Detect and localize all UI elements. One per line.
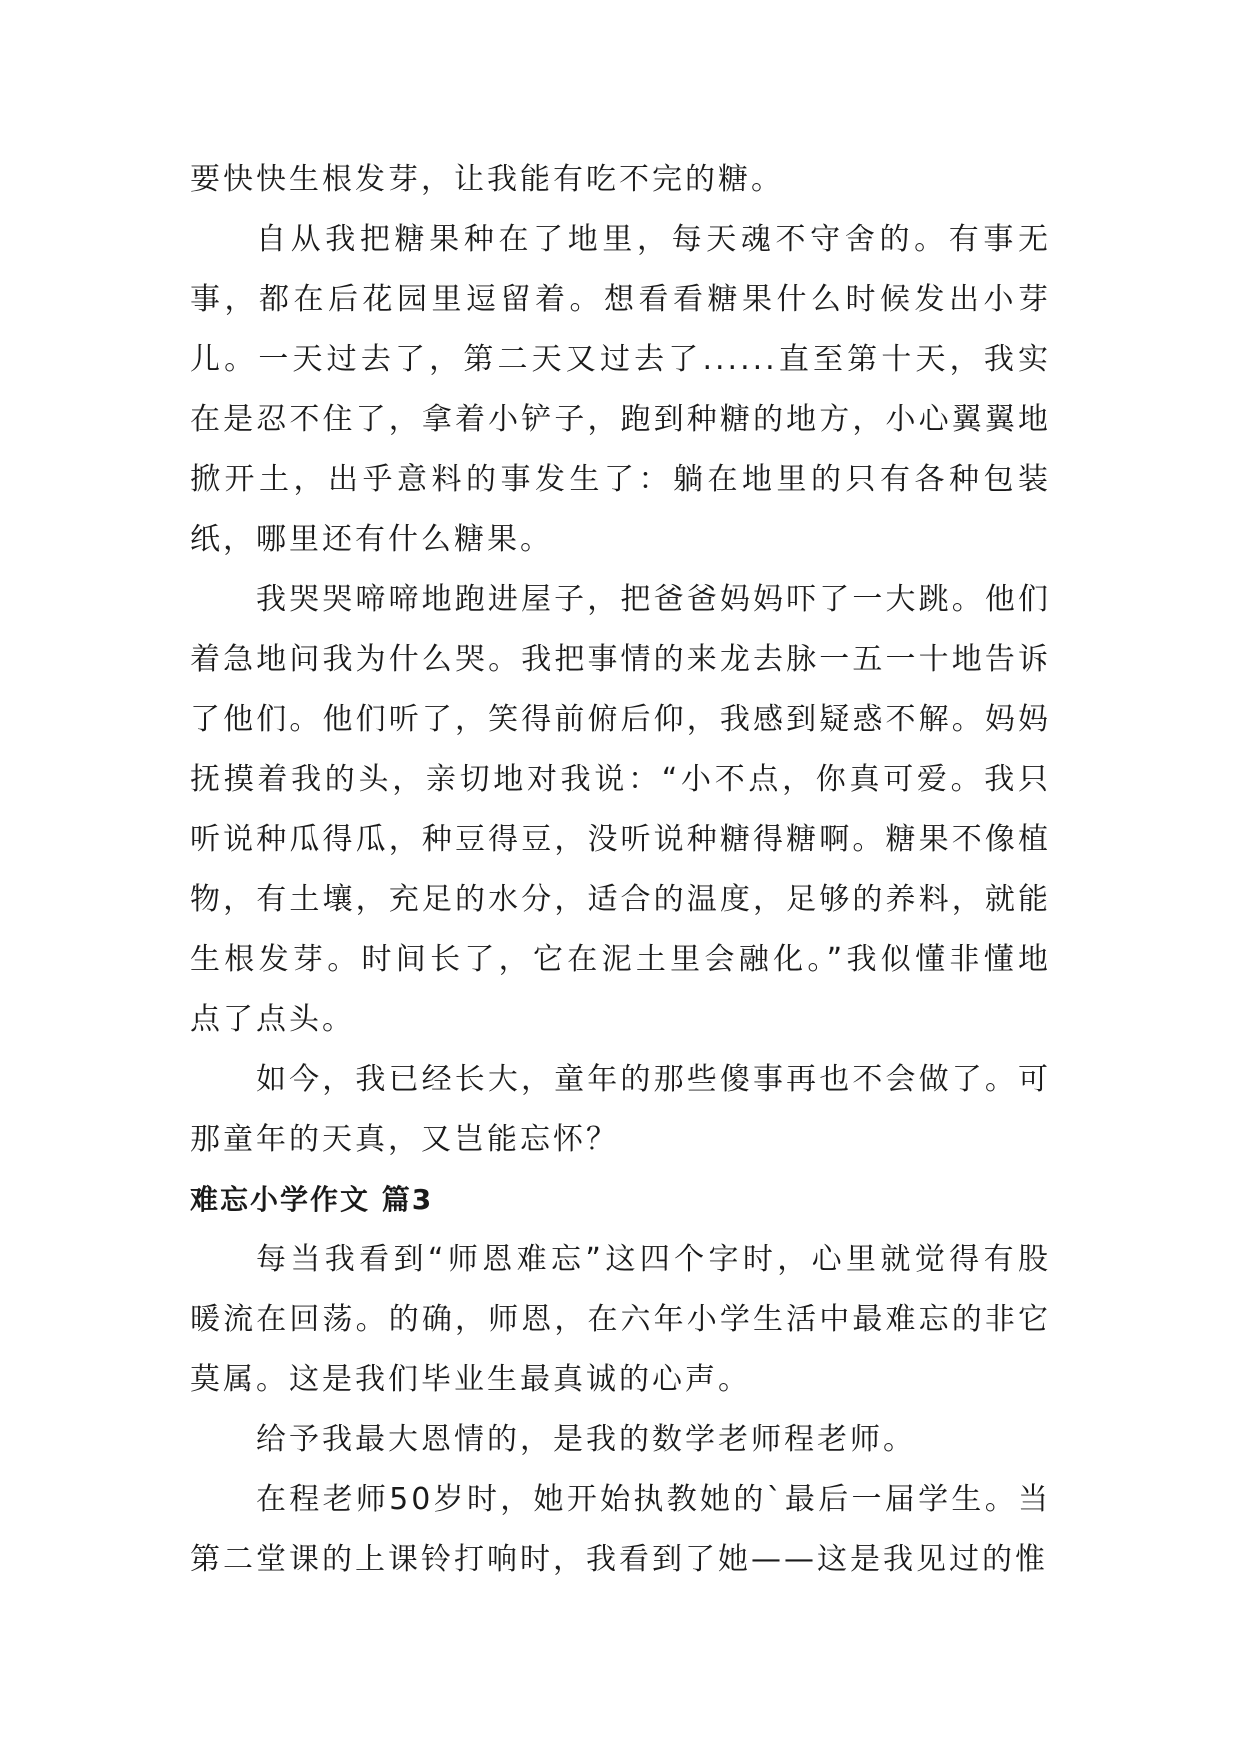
paragraph-3: 我哭哭啼啼地跑进屋子，把爸爸妈妈吓了一大跳。他们着急地问我为什么哭。我把事情的来龙去脉一五一十地告诉了他们。他们听了，笑得前俯后仰，我感到疑惑不解。妈妈抚摸着我的头，亲切地对我说：“小不点，你真可爱。我只听说种瓜得瓜，种豆得豆，没听说种糖得糖啊。糖果不像植物，有土壤，充足的水分，适合的温度，足够的养料，就能生根发芽。时间长了，它在泥土里会融化。”我似懂非懂地点了点头。 xyxy=(190,582,1051,1037)
section-title: 难忘小学作文 篇3 xyxy=(190,1183,434,1216)
paragraph-2: 自从我把糖果种在了地里，每天魂不守舍的。有事无事，都在后花园里逗留着。想看看糖果什么时候发出小芽儿。一天过去了，第二天又过去了......直至第十天，我实在是忍不住了，拿着小铲子，跑到种糖的地方，小心翼翼地掀开土，出乎意料的事发生了：躺在地里的只有各种包装纸，哪里还有什么糖果。 xyxy=(190,222,1051,557)
paragraph-4: 如今，我已经长大，童年的那些傻事再也不会做了。可那童年的天真，又岂能忘怀？ xyxy=(190,1062,1051,1157)
paragraph-1: 要快快生根发芽，让我能有吃不完的糖。 xyxy=(190,162,784,197)
section-paragraph-3: 在程老师50岁时，她开始执教她的`最后一届学生。当第二堂课的上课铃打响时，我看到了她——这是我见过的惟 xyxy=(190,1482,1051,1577)
section-paragraph-1: 每当我看到“师恩难忘”这四个字时，心里就觉得有股暖流在回荡。的确，师恩，在六年小学生活中最难忘的非它莫属。这是我们毕业生最真诚的心声。 xyxy=(190,1242,1051,1397)
section-paragraph-2: 给予我最大恩情的，是我的数学老师程老师。 xyxy=(256,1422,916,1457)
